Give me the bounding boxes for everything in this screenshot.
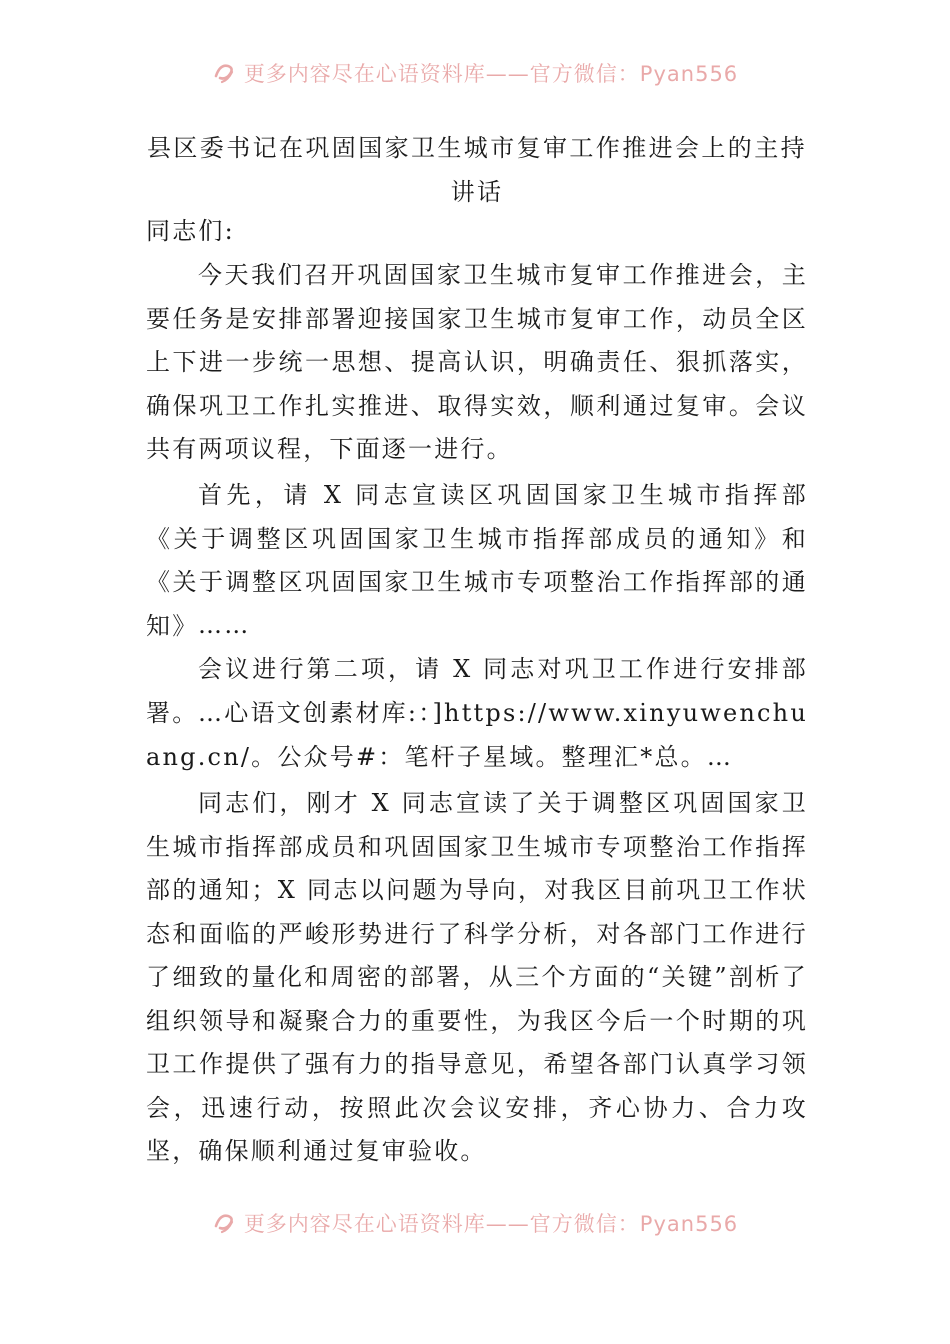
- watermark-text: 更多内容尽在心语资料库——官方微信：Pyan556: [243, 62, 739, 86]
- paragraph-intro: 今天我们召开巩固国家卫生城市复审工作推进会，主要任务是安排部署迎接国家卫生城市复审工作，动员全区上下进一步统一思想、提高认识，明确责任、狠抓落实，确保巩卫工作扎实推进、取得实效，顺利通过复审。会议共有两项议程，下面逐一进行。: [146, 261, 808, 463]
- watermark-group: [212, 1208, 738, 1238]
- watermark-banner-bottom: [0, 1208, 950, 1238]
- brand-logo-icon: [212, 60, 238, 86]
- paragraph-ellipsis: ……: [198, 611, 251, 639]
- watermark-group: [212, 58, 738, 88]
- paragraph-source-note: …心语文创素材库:：]https://www.xinyuwenchuang.cn/。公众号#：笔杆子星域。整理汇*总。…: [146, 699, 808, 771]
- paragraph-second-item: 会议进行第二项，请 X 同志对巩卫工作进行安排部署。: [146, 655, 808, 727]
- paragraph-first-item: 首先，请 X 同志宣读区巩固国家卫生城市指挥部《关于调整区巩固国家卫生城市指挥部成员的通知》和《关于调整区巩固国家卫生城市专项整治工作指挥部的通知》: [146, 481, 808, 640]
- brand-logo-icon: [212, 1210, 238, 1236]
- document-title: 县区委书记在巩固国家卫生城市复审工作推进会上的主持讲话: [147, 134, 807, 206]
- watermark-text: 更多内容尽在心语资料库——官方微信：Pyan556: [243, 1212, 739, 1236]
- watermark-banner-top: [0, 58, 950, 88]
- paragraph-summary: 同志们，刚才 X 同志宣读了关于调整区巩固国家卫生城市指挥部成员和巩固国家卫生城市专项整治工作指挥部的通知；X 同志以问题为导向，对我区目前巩卫工作状态和面临的严峻形势进行了科学分析，对各部门工作进行了细致的量化和周密的部署，从三个方面的“关键”剖析了组织领导和凝聚合力的重要性，为我区今后一个时期的巩卫工作提供了强有力的指导意见，希望各部门认真学习领会，迅速行动，按照此次会议安排，齐心协力、合力攻坚，确保顺利通过复审验收。: [146, 789, 808, 1165]
- salutation: 同志们:: [146, 217, 235, 245]
